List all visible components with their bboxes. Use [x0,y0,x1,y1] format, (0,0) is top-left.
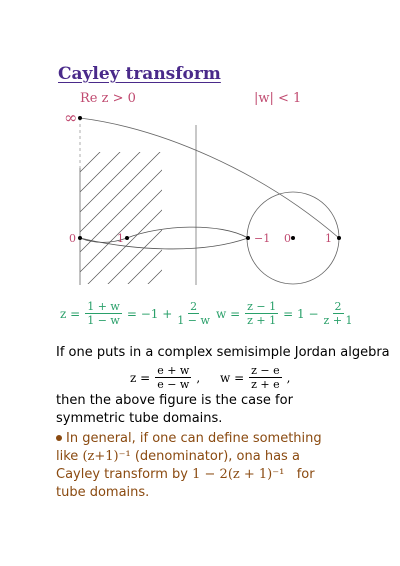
hatched-region [80,72,180,372]
jordan-line: If one puts in a complex semisimple Jordan algebra [56,345,390,360]
formula-w-mid: = 1 − [283,306,319,321]
bullet-part3: for tube domains. [56,467,315,500]
jordan-z-trail: , [196,370,201,385]
minus-one-point [246,236,250,240]
formula-w-den2: z + 1 [323,314,353,327]
half-plane-label: Re z > 0 [80,91,136,106]
formula-z-frac2 [177,300,210,327]
bullet-dot [56,435,62,441]
formula-z-den1: 1 − w [87,314,120,327]
jordan-w-den: z + e [251,378,280,391]
bullet-math2: 1 − 2(z + 1)⁻¹ [192,467,285,482]
formula-z-den2: 1 − w [177,314,210,327]
unit-disk-label: |w| < 1 [254,91,302,106]
upper-arc [127,227,248,238]
minus-one-label: −1 [254,232,271,245]
page-title: Cayley transform [58,64,221,84]
formula-z-num1: 1 + w [87,300,120,313]
formula-z-num2: 2 [190,300,198,313]
jordan-z-den: e − w [157,378,190,391]
zero-point-left [78,236,82,240]
jordan-w-frac [249,364,282,391]
bullet-item [56,430,346,502]
infinity-point [78,116,82,120]
jordan-formula-w [220,364,290,391]
formula-w-num1: z − 1 [247,300,277,313]
infinity-curve [80,118,339,238]
one-right-label: 1 [325,232,332,245]
zero-point-right [291,236,295,240]
formula-z [60,300,212,327]
jordan-w-lhs: w = [220,370,245,385]
infinity-label: ∞ [64,108,78,127]
jordan-w-trail: , [286,370,291,385]
formula-w-den1: z + 1 [247,314,277,327]
one-left-label: 1 [117,232,124,245]
formula-z-lhs: z = [60,306,81,321]
formula-z-mid: = −1 + [126,306,173,321]
bullet-part2: (denominator), ona has a Cayley transform by [56,449,300,482]
jordan-formula-z [130,364,200,391]
formula-w-frac2 [324,300,353,327]
zero-left-label: 0 [69,232,76,245]
one-point-left [125,236,129,240]
formula-w [216,300,355,327]
formula-z-frac1 [85,300,122,327]
jordan-z-lhs: z = [130,370,151,385]
bullet-part1: In general, if one can define something like [56,431,322,464]
zero-right-label: 0 [284,232,291,245]
one-point-right [337,236,341,240]
bullet-math1: (z+1)⁻¹ [82,449,131,464]
lower-arc [80,238,248,249]
jordan-z-frac [155,364,191,391]
conclusion-text: then the above figure is the case for symmetric tube domains. [56,393,293,426]
formula-w-num2: 2 [334,300,342,313]
jordan-w-num: z − e [251,364,280,377]
formula-w-frac1 [245,300,278,327]
jordan-z-num: e + w [157,364,190,377]
formula-w-lhs: w = [216,306,241,321]
